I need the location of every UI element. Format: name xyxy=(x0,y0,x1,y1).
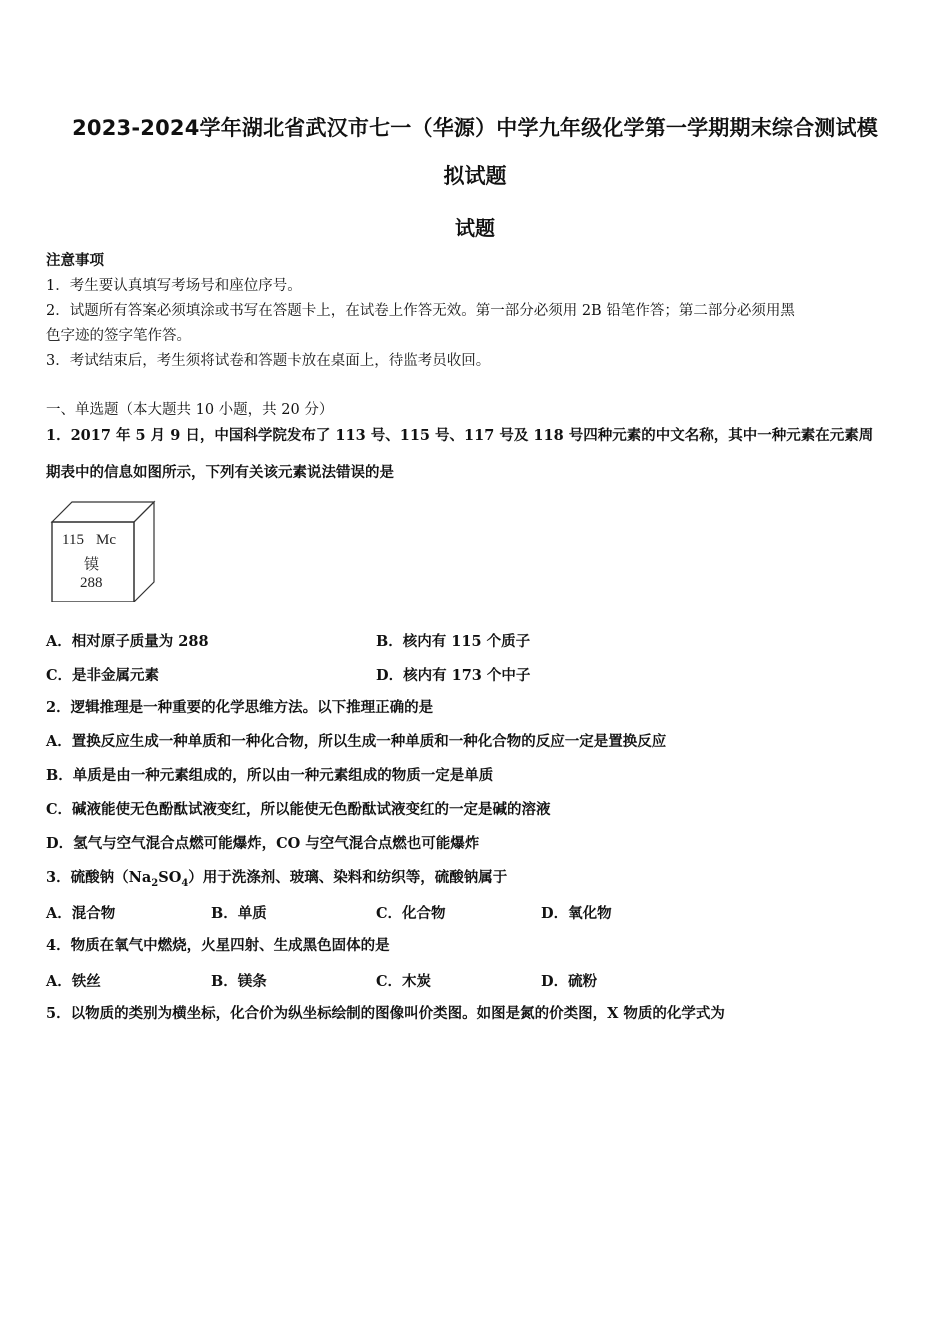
q4-stem: 4．物质在氧气中燃烧，火星四射、生成黑色固体的是 xyxy=(46,937,390,954)
q1-option-b[interactable]: B．核内有 115 个质子 xyxy=(376,633,531,650)
element-card-figure xyxy=(48,498,156,602)
q3-sub-4: 4 xyxy=(181,877,189,889)
notice-item-2: 2．试题所有答案必须填涂或书写在答题卡上，在试卷上作答无效。第一部分必须用 2B 铅笔作答；第二部分必须用黑 xyxy=(46,303,795,319)
q3-stem-post: ）用于洗涤剂、玻璃、染料和纺织等，硫酸钠属于 xyxy=(188,869,508,886)
notice-heading: 注意事项 xyxy=(46,252,104,269)
q2-option-a[interactable]: A．置换反应生成一种单质和一种化合物，所以生成一种单质和一种化合物的反应一定是置换反应 xyxy=(46,733,667,750)
exam-title-line1: 2023-2024学年湖北省武汉市七一（华源）中学九年级化学第一学期期末综合测试模 xyxy=(72,116,878,140)
q2-option-c[interactable]: C．碱液能使无色酚酞试液变红，所以能使无色酚酞试液变红的一定是碱的溶液 xyxy=(46,801,551,818)
q4-option-a[interactable]: A．铁丝 xyxy=(46,973,101,990)
q1-option-d[interactable]: D．核内有 173 个中子 xyxy=(376,667,531,684)
exam-subtitle: 试题 xyxy=(455,216,495,240)
q3-option-d[interactable]: D．氧化物 xyxy=(541,905,612,922)
q3-stem xyxy=(46,866,908,896)
notice-item-3: 3．考试结束后，考生须将试卷和答题卡放在桌面上，待监考员收回。 xyxy=(46,353,491,369)
q3-sub-2: 2 xyxy=(151,877,159,889)
q2-stem: 2．逻辑推理是一种重要的化学思维方法。以下推理正确的是 xyxy=(46,699,434,716)
q4-option-c[interactable]: C．木炭 xyxy=(376,973,432,990)
element-symbol: Mc xyxy=(96,532,116,548)
q3-stem-mid: SO xyxy=(158,869,182,886)
q5-stem: 5．以物质的类别为横坐标，化合价为纵坐标绘制的图像叫价类图。如图是氮的价类图，X 物质的化学式为 xyxy=(46,1005,725,1022)
q3-option-a[interactable]: A．混合物 xyxy=(46,905,116,922)
notice-item-2-cont: 色字迹的签字笔作答。 xyxy=(46,328,191,344)
q2-option-d[interactable]: D．氢气与空气混合点燃可能爆炸，CO 与空气混合点燃也可能爆炸 xyxy=(46,835,480,852)
q3-option-b[interactable]: B．单质 xyxy=(211,905,267,922)
q1-option-c[interactable]: C．是非金属元素 xyxy=(46,667,160,684)
section-heading: 一、单选题（本大题共 10 小题，共 20 分） xyxy=(46,402,334,418)
q1-stem-line2: 期表中的信息如图所示，下列有关该元素说法错误的是 xyxy=(46,464,394,481)
element-atomic-number: 115 xyxy=(62,532,84,548)
q3-stem-pre: 3．硫酸钠（Na xyxy=(46,869,152,886)
q3-option-c[interactable]: C．化合物 xyxy=(376,905,446,922)
q1-stem-line1: 1．2017 年 5 月 9 日，中国科学院发布了 113 号、115 号、117 号及 118 号四种元素的中文名称，其中一种元素在元素周 xyxy=(46,427,874,444)
q1-option-a[interactable]: A．相对原子质量为 288 xyxy=(46,633,209,650)
exam-title-line2: 拟试题 xyxy=(443,164,507,188)
element-name: 镆 xyxy=(84,557,100,573)
q4-option-b[interactable]: B．镁条 xyxy=(211,973,267,990)
q4-option-d[interactable]: D．硫粉 xyxy=(541,973,598,990)
element-mass: 288 xyxy=(80,575,103,591)
q2-option-b[interactable]: B．单质是由一种元素组成的，所以由一种元素组成的物质一定是单质 xyxy=(46,767,494,784)
notice-item-1: 1．考生要认真填写考场号和座位序号。 xyxy=(46,278,302,294)
